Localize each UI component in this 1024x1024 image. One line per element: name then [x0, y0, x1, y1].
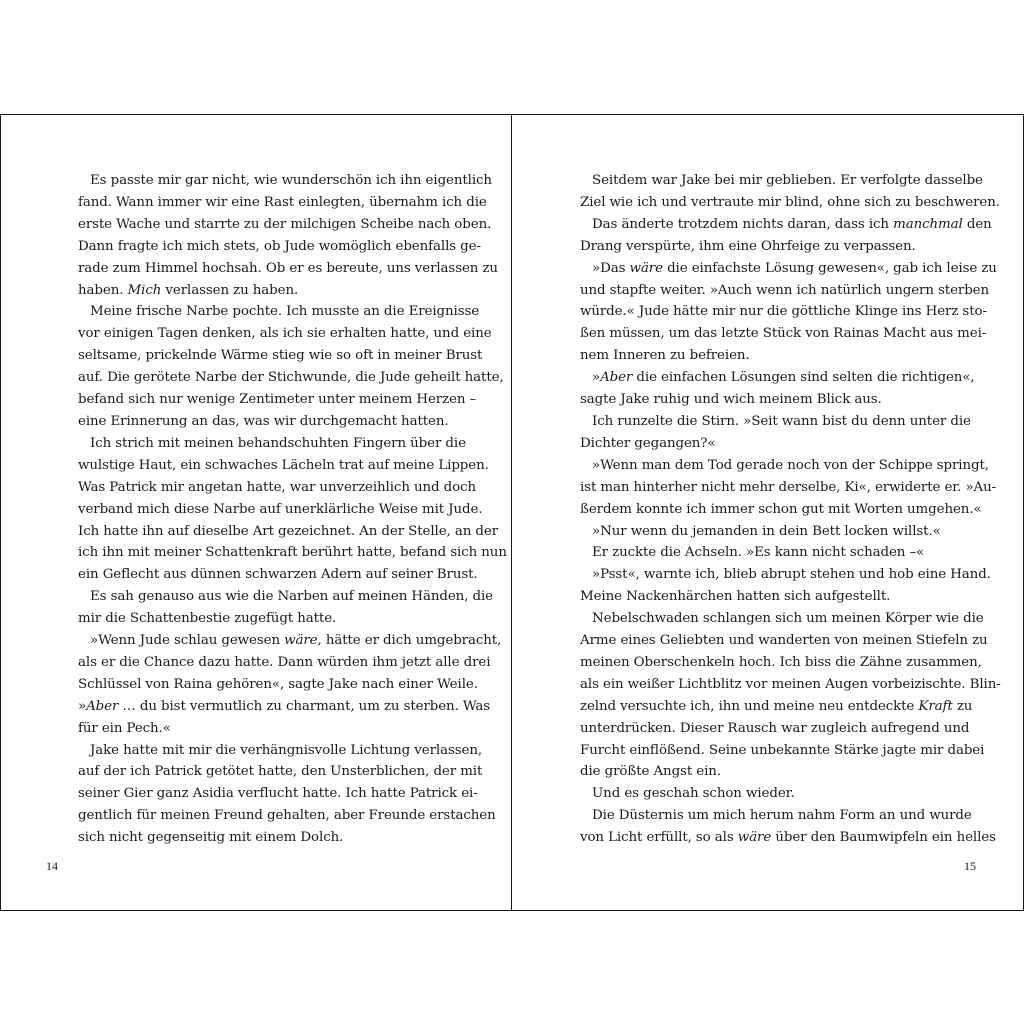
text-line: seiner Gier ganz Asidia verflucht hatte. Ich hatte Patrick ei- [78, 786, 478, 802]
text-line: Meine frische Narbe pochte. Ich musste an die Ereignisse [90, 304, 480, 320]
text-line: rade zum Himmel hochsah. Ob er es bereute, uns verlassen zu [78, 260, 498, 276]
text-line: fand. Wann immer wir eine Rast einlegten, übernahm ich die [78, 194, 487, 210]
text-line: als ein weißer Lichtblitz vor meinen Augen vorbeizischte. Blin- [580, 676, 1001, 692]
text-line: ist man hinterher nicht mehr derselbe, Ki«, erwiderte er. »Au- [580, 479, 997, 495]
text-line: Und es geschah schon wieder. [592, 786, 795, 802]
text-line: nem Inneren zu befreien. [580, 348, 750, 364]
text-line: gentlich für meinen Freund gehalten, aber Freunde erstachen [78, 808, 496, 824]
text-line: Ziel wie ich und vertraute mir blind, ohne sich zu beschweren. [580, 194, 1000, 210]
text-line: zelnd versuchte ich, ihn und meine neu entdeckte Kraft zu [580, 698, 973, 714]
text-line: Es sah genauso aus wie die Narben auf meinen Händen, die [90, 589, 493, 605]
right-page-number: 15 [964, 859, 976, 873]
text-line: und stapfte weiter. »Auch wenn ich natürlich ungern sterben [580, 282, 990, 298]
text-line: Drang verspürte, ihm eine Ohrfeige zu verpassen. [580, 238, 916, 254]
text-line: die größte Angst ein. [580, 764, 721, 780]
text-line: meinen Oberschenkeln hoch. Ich biss die Zähne zusammen, [580, 654, 982, 670]
text-line: für ein Pech.« [78, 720, 171, 736]
left-page [0, 115, 512, 910]
text-line: Arme eines Geliebten und wanderten von meinen Stiefeln zu [580, 633, 988, 649]
text-line: würde.« Jude hätte mir nur die göttliche Klinge ins Herz sto- [580, 304, 987, 320]
text-line: mir die Schattenbestie zugefügt hatte. [78, 611, 337, 627]
text-line: Ich runzelte die Stirn. »Seit wann bist du denn unter die [592, 413, 971, 429]
text-line: »Das wäre die einfachste Lösung gewesen«, gab ich leise zu [592, 260, 997, 276]
text-line: Dichter gegangen?« [580, 435, 716, 451]
text-line: Ich hatte ihn auf dieselbe Art gezeichnet. An der Stelle, an der [78, 523, 499, 539]
text-line: unterdrücken. Dieser Rausch war zugleich aufregend und [580, 720, 970, 736]
text-line: ßen müssen, um das letzte Stück von Rainas Macht aus mei- [580, 326, 987, 342]
text-line: Die Düsternis um mich herum nahm Form an und wurde [592, 808, 972, 824]
text-line: Dann fragte ich mich stets, ob Jude womöglich ebenfalls ge- [78, 238, 481, 254]
left-page-number: 14 [46, 859, 58, 873]
text-line: Er zuckte die Achseln. »Es kann nicht schaden –« [592, 545, 925, 561]
text-line: vor einigen Tagen denken, als ich sie erhalten hatte, und eine [78, 326, 492, 342]
text-line: befand sich nur wenige Zentimeter unter meinem Herzen – [78, 392, 477, 408]
text-line: Meine Nackenhärchen hatten sich aufgestellt. [580, 589, 891, 605]
text-line: sich nicht gegenseitig mit einem Dolch. [78, 830, 344, 846]
text-line: haben. Mich verlassen zu haben. [78, 282, 299, 298]
text-line: »Wenn Jude schlau gewesen wäre, hätte er dich umgebracht, [90, 633, 502, 649]
text-line: »Psst«, warnte ich, blieb abrupt stehen und hob eine Hand. [592, 567, 991, 583]
text-line: Es passte mir gar nicht, wie wunderschön ich ihn eigentlich [90, 173, 492, 188]
text-line: ich ihn mit meiner Schattenkraft berührt hatte, befand sich nun [78, 545, 507, 561]
left-page-text [78, 170, 507, 849]
text-line: »Nur wenn du jemanden in dein Bett locken willst.« [592, 523, 941, 539]
right-page-text [580, 170, 1001, 849]
text-line: ßerdem konnte ich immer schon gut mit Worten umgehen.« [580, 501, 982, 517]
text-line: wulstige Haut, ein schwaches Lächeln trat auf meine Lippen. [78, 457, 489, 473]
text-line: erste Wache und starrte zu der milchigen Scheibe nach oben. [78, 216, 492, 232]
text-line: Schlüssel von Raina gehören«, sagte Jake nach einer Weile. [78, 676, 478, 692]
text-line: Nebelschwaden schlangen sich um meinen Körper wie die [592, 611, 984, 627]
text-line: Was Patrick mir angetan hatte, war unverzeihlich und doch [78, 479, 477, 495]
text-line: von Licht erfüllt, so als wäre über den Baumwipfeln ein helles [580, 830, 996, 846]
text-line: auf. Die gerötete Narbe der Stichwunde, die Jude geheilt hatte, [78, 370, 504, 386]
text-line: »Aber … du bist vermutlich zu charmant, um zu sterben. Was [78, 698, 491, 714]
text-line: »Aber die einfachen Lösungen sind selten die richtigen«, [592, 370, 975, 386]
text-line: Das änderte trotzdem nichts daran, dass ich manchmal den [592, 216, 992, 232]
text-line: eine Erinnerung an das, was wir durchgemacht hatten. [78, 413, 449, 429]
text-line: als er die Chance dazu hatte. Dann würden ihm jetzt alle drei [78, 654, 491, 670]
text-line: sagte Jake ruhig und wich meinem Blick aus. [580, 392, 882, 408]
text-line: auf der ich Patrick getötet hatte, den Unsterblichen, der mit [78, 764, 483, 780]
text-line: seltsame, prickelnde Wärme stieg wie so oft in meiner Brust [78, 348, 483, 364]
text-line: ein Geflecht aus dünnen schwarzen Adern auf seiner Brust. [78, 567, 478, 583]
text-line: Seitdem war Jake bei mir geblieben. Er verfolgte dasselbe [592, 173, 983, 188]
text-line: »Wenn man dem Tod gerade noch von der Schippe springt, [592, 457, 989, 473]
book-spread [0, 114, 1024, 911]
right-page [513, 115, 1024, 910]
text-line: Furcht einflößend. Seine unbekannte Stärke jagte mir dabei [580, 742, 985, 758]
text-line: verband mich diese Narbe auf unerklärliche Weise mit Jude. [78, 501, 483, 517]
text-line: Jake hatte mit mir die verhängnisvolle Lichtung verlassen, [90, 742, 482, 758]
text-line: Ich strich mit meinen behandschuhten Fingern über die [90, 435, 466, 451]
